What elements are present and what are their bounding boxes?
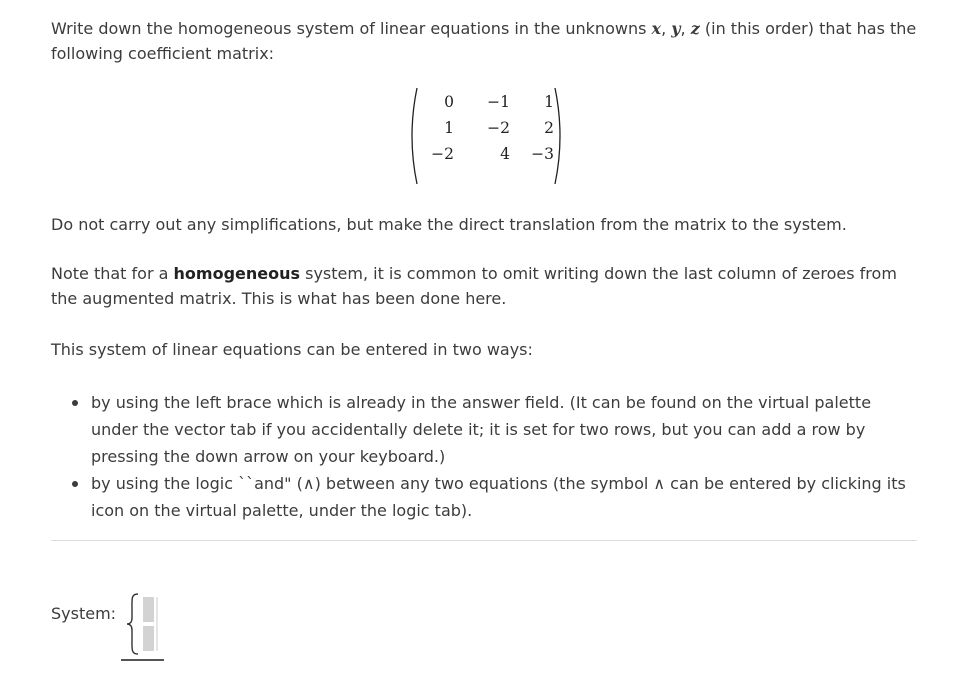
var-y: y [671,19,681,38]
note-text-start: Note that for a [51,264,174,283]
placeholder-row-2 [143,626,154,651]
system-answer-input[interactable] [121,589,164,661]
way-text: by using the left brace which is already in the answer field. (It can be found on the virtual palette under the vector tab if you accidentally delete it; it is set for two rows, but you can add a row by pressing the down arrow on your keyboard.) [91,393,872,466]
matrix-cell: 2 [544,119,554,137]
left-brace-icon [121,589,164,659]
matrix-cell: 4 [500,145,510,163]
way-text: by using the logic ``and" (∧) between any two equations (the symbol ∧ can be entered by clicking its icon on the virtual palette, under the logic tab). [91,474,906,520]
ways-intro: This system of linear equations can be entered in two ways: [51,340,533,359]
matrix-cell: −3 [531,145,554,163]
separator-2: , [680,19,691,38]
var-x: x [651,19,662,38]
instruction-text: Do not carry out any simplifications, but make the direct translation from the matrix to the system. [51,215,847,234]
divider [51,540,917,541]
placeholder-row-1 [143,597,154,622]
list-item [51,470,919,524]
intro-text-start: Write down the homogeneous system of linear equations in the unknowns [51,19,652,38]
answer-label: System: [51,604,117,623]
answer-row [51,589,351,679]
right-paren-icon [552,86,566,186]
matrix-grid [420,89,554,167]
separator-1: , [661,19,672,38]
list-item [51,389,919,470]
matrix-cell: 1 [544,93,554,111]
note-text-end: system, it is common to omit writing down the last column of zeroes from the augmented matrix. This is what has been done here. [51,264,897,308]
left-paren-icon [406,86,420,186]
coefficient-matrix [406,86,566,186]
note-bold-term: homogeneous [173,264,301,283]
ways-list [51,389,919,524]
question-panel [51,16,919,623]
var-z: z [690,19,700,38]
matrix-cell: −2 [487,119,510,137]
question-intro [51,16,919,66]
matrix-cell: −1 [487,93,510,111]
matrix-cell: −2 [431,145,454,163]
matrix-cell: 1 [444,119,454,137]
intro-text-end: (in this order) that has the following coefficient matrix: [51,19,917,63]
matrix-cell: 0 [444,93,454,111]
bullet-icon [72,400,78,406]
bullet-icon [72,481,78,487]
homogeneous-note [51,261,919,311]
